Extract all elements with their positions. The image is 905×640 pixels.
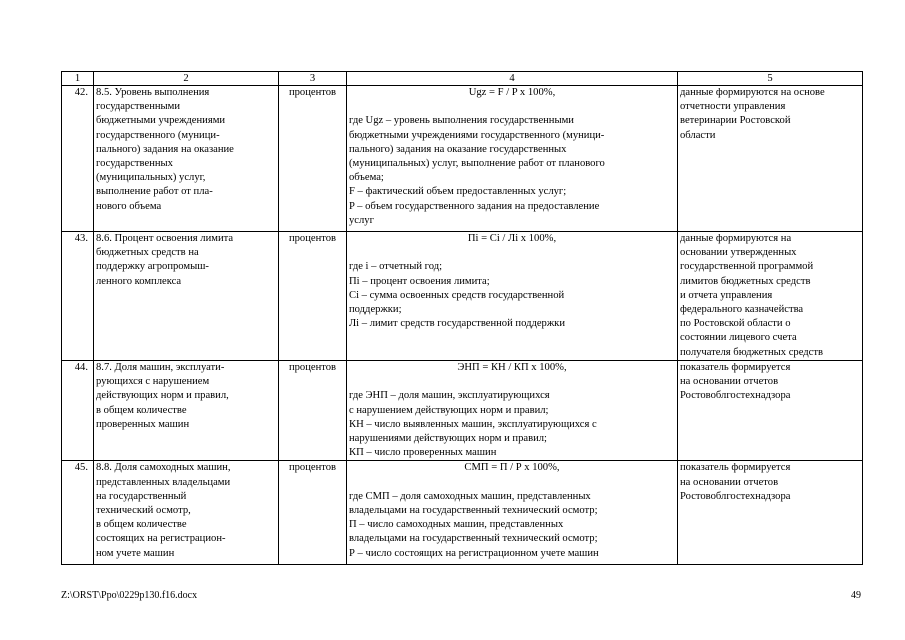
table-row [62,86,863,232]
header-col-4: 4 [347,72,678,86]
indicator-name-line: ленного комплекса [96,275,182,287]
indicator-name-line: поддержку агропромыш- [96,261,209,273]
description-line: бюджетными учреждениями государственного (муници- [349,129,605,141]
description-line: объема; [349,172,384,184]
description-line: П – число самоходных машин, представленных [349,519,564,531]
header-col-2: 2 [94,72,279,86]
formula: Ugz = F / P х 100%, [468,87,556,98]
data-source [678,361,863,461]
data-source-line: Ростовоблгостехнадзора [680,390,791,402]
footer-file-path: Z:\ORST\Ppo\0229p130.f16.docx [61,590,198,601]
indicator-name-line: бюджетных средств на [96,247,199,259]
data-source-line: государственной программой [680,261,814,273]
description-line: услуг [349,214,374,226]
unit: процентов [279,232,347,361]
indicator-name-line: бюджетными учреждениями [96,115,226,127]
data-source-line: получателя бюджетных средств [680,346,823,358]
unit: процентов [279,461,347,565]
formula-description [347,86,678,232]
unit: процентов [279,361,347,461]
data-source-line: данные формируются на основе [680,87,825,98]
data-source-line: отчетности управления [680,101,786,113]
data-source-line: федерального казначейства [680,304,804,316]
indicator-name [94,86,279,232]
description-line: P – объем государственного задания на предоставление [349,200,600,212]
data-source-line: показатель формируется [680,462,791,474]
formula-description [347,232,678,361]
row-number: 44. [62,361,94,461]
data-source-line: Ростовоблгостехнадзора [680,490,791,502]
description-line: где СМП – доля самоходных машин, представленных [349,490,591,502]
description-line: владельцами на государственный технический осмотр; [349,505,598,516]
description-line: где i – отчетный год; [349,261,443,273]
formula: ЭНП = КН / КП х 100%, [457,362,567,373]
indicator-name-line: выполнение работ от пла- [96,186,213,198]
table-row [62,461,863,565]
unit: процентов [279,86,347,232]
indicator-name-line: представленных владельцами [96,476,231,488]
description-line: КП – число проверенных машин [349,447,497,459]
indicator-name-line: государственных [96,158,173,170]
data-source-line: состоянии лицевого счета [680,332,797,344]
indicator-name-line: на государственный [96,490,187,502]
indicators-table [61,71,863,565]
data-source-line: на основании отчетов [680,476,779,488]
formula-description [347,461,678,565]
indicator-name-line: рующихся с нарушением [96,376,210,388]
description-line: КН – число выявленных машин, эксплуатирующихся с [349,418,597,430]
data-source-line: показатель формируется [680,362,791,373]
indicator-name-line: 8.8. Доля самоходных машин, [96,462,231,474]
data-source [678,461,863,565]
row-number: 45. [62,461,94,565]
row-number: 42. [62,86,94,232]
indicator-name-line: состоящих на регистрацион- [96,533,226,545]
header-col-1: 1 [62,72,94,86]
indicator-name-line: пального) задания на оказание [96,143,234,155]
spacer [349,375,675,389]
footer-page-number: 49 [851,590,861,601]
table-row [62,232,863,361]
description-line: где ЭНП – доля машин, эксплуатирующихся [349,390,550,402]
data-source-line: по Ростовской области о [680,318,791,330]
data-source-line: ветеринарии Ростовской [680,115,791,127]
formula: СМП = П / Р х 100%, [464,462,560,474]
description-line: Пi – процент освоения лимита; [349,275,490,287]
indicator-name [94,461,279,565]
formula-description [347,361,678,461]
data-source-line: основании утвержденных [680,247,797,259]
description-line: пального) задания на оказание государственных [349,143,567,155]
description-line: поддержки; [349,304,402,315]
description-line: где Ugz – уровень выполнения государственными [349,115,574,127]
description-line: Лi – лимит средств государственной поддержки [349,318,565,330]
header-col-5: 5 [678,72,863,86]
data-source-line: области [680,129,716,141]
indicator-name-line: нового объема [96,200,162,212]
indicator-name-line: государственного (муници- [96,129,220,141]
description-line: Сi – сумма освоенных средств государственной [349,289,565,301]
description-line: F – фактический объем предоставленных услуг; [349,186,567,198]
indicator-name-line: 8.7. Доля машин, эксплуати- [96,362,225,373]
description-line: владельцами на государственный технический осмотр; [349,533,598,545]
indicator-name-line: ном учете машин [96,547,175,559]
indicator-name [94,232,279,361]
data-source [678,86,863,232]
header-col-3: 3 [279,72,347,86]
data-source-line: на основании отчетов [680,376,779,388]
data-source-line: и отчета управления [680,289,773,301]
indicator-name-line: действующих норм и правил, [96,390,229,402]
indicator-name-line: в общем количестве [96,404,187,416]
description-line: с нарушением действующих норм и правил; [349,404,549,416]
spacer [349,476,675,490]
indicator-name-line: в общем количестве [96,519,187,531]
description-line: нарушениями действующих норм и правил; [349,433,547,444]
indicator-name-line: 8.5. Уровень выполнения [96,87,210,98]
indicator-name-line: государственными [96,101,181,113]
spacer [349,100,675,114]
indicator-name [94,361,279,461]
data-source-line: данные формируются на [680,233,792,244]
description-line: Р – число состоящих на регистрационном учете машин [349,547,599,559]
description-line: (муниципальных) услуг, выполнение работ от планового [349,158,605,169]
indicator-name-line: технический осмотр, [96,505,191,517]
data-source [678,232,863,361]
indicator-name-line: (муниципальных) услуг, [96,172,206,184]
spacer [349,246,675,260]
formula: Пi = Сi / Лi х 100%, [467,233,557,244]
data-source-line: лимитов бюджетных средств [680,275,811,287]
header-row [62,72,863,86]
table-row [62,361,863,461]
indicator-name-line: проверенных машин [96,418,190,430]
indicator-name-line: 8.6. Процент освоения лимита [96,233,234,244]
row-number: 43. [62,232,94,361]
